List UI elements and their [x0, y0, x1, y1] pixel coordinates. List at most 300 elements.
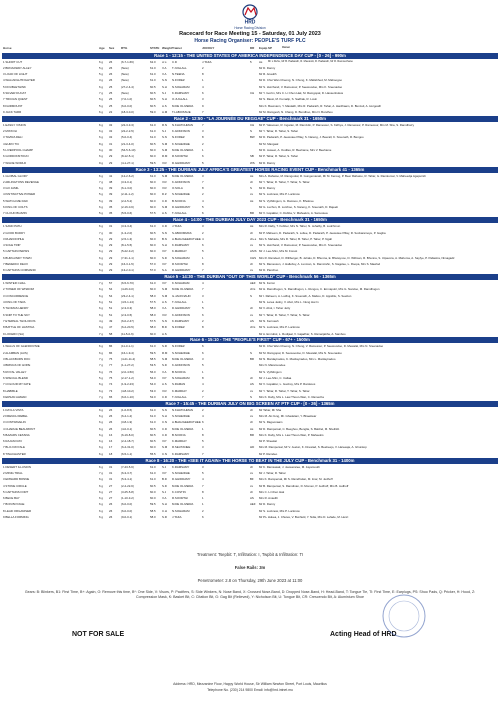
column-header: Trainer — [172, 45, 183, 50]
runner-cell: 26 — [109, 72, 113, 77]
runner-cell: N.SOHARAM — [172, 255, 190, 260]
runner-cell: Mrs R. Anaulth — [259, 496, 278, 501]
runner-cell: S.H — [162, 502, 167, 507]
runner-cell: 5 g — [99, 103, 104, 108]
runner-cell: (3-8-1-9) — [121, 420, 133, 425]
runner-cell: ch/s — [250, 287, 256, 292]
runner-cell: 5 CAPTAINS FORT — [3, 489, 29, 494]
runner-cell: (1-3-2-0) — [121, 230, 133, 235]
runner-cell: 6 g — [99, 445, 104, 450]
runner-cell: 59.0 — [150, 109, 156, 114]
runner-cell: 9 ERSAN AHMAD — [3, 394, 27, 399]
address: Address: HRD, Mezzanine Floor, Happy World House, Sir William Newton Street, Port Louis, Mauritius — [173, 682, 327, 686]
runner-cell: R.SEUTANEE — [172, 445, 191, 450]
runner-cell: S — [250, 350, 252, 355]
runner-cell: (54-5-6-10) — [121, 148, 136, 153]
runner-cell: 3 — [202, 224, 204, 229]
runner-cell: 4 — [202, 477, 204, 482]
runner-cell — [172, 331, 202, 337]
runner-cell: Mr S. Hurchand, V. Ramessur, P. Seewoodoo, Mrs K. Sreenadoo — [259, 84, 343, 89]
runner-cell: 3 GO JAMIL — [3, 186, 19, 191]
runner-cell: V.P — [162, 470, 167, 475]
runner-cell: Mr N. Mardaynadoo, K. Mardaynadoo, Mrs L. Mardaynadoo — [259, 357, 336, 362]
runner-cell: 8 — [202, 325, 204, 330]
runner-cell: R.SOORTHI — [172, 154, 189, 159]
runner-cell: N.KHATCHMAN — [172, 407, 193, 412]
runner-cell: 30 — [109, 148, 113, 153]
runner-cell: V.P — [162, 281, 167, 286]
runner-cell: ch — [250, 489, 254, 494]
runner-cell: (4-1-27-1) — [121, 160, 134, 165]
runner-cell: 25 — [109, 97, 113, 102]
runner-cell: S.SOHEIDHE — [172, 350, 190, 355]
runner-cell: BR — [250, 432, 255, 437]
runner-cell: (4-21-11-2) — [121, 357, 136, 362]
runner-cell: Mr J. Lee-Shin, C. Callaa — [259, 375, 292, 380]
runner-cell — [250, 109, 259, 115]
runner-cell: 6 g — [99, 477, 104, 482]
runner-cell: 58.0 — [150, 312, 156, 317]
runner-cell: (1-9-2-23) — [121, 382, 134, 387]
runner-cell: Mr D. Jeweet, A. Oodiles, R. Beehame, Mrs V. Beehame — [259, 148, 332, 153]
runner-cell: 31 — [109, 224, 113, 229]
runner-cell: (6-3-3-7) — [121, 470, 133, 475]
runner-cell: 8 — [202, 432, 204, 437]
runner-cell: Mr S. Ragoonaam — [259, 420, 283, 425]
runner-cell: Mr S. Hurchand, V. Ramessur, P. Seewoodoo, Mrs K. Sreenadoo — [259, 243, 343, 248]
runner-cell: 75 — [109, 375, 113, 380]
runner-cell: 1 WALLS OF GLENDOVNIE — [3, 344, 40, 349]
runner-cell: cs — [250, 268, 253, 273]
runner-cell: J.TAKA — [202, 59, 212, 64]
runner-cell: A.S — [162, 331, 167, 336]
runner-cell: S.N — [162, 78, 167, 83]
runner-cell: Mr K. Ramsasak, J. Jeeweraree, M. Jayamouth — [259, 464, 320, 469]
runner-cell: A.BHAUGEERUTHEE — [172, 420, 201, 425]
runner-cell: 6 g — [99, 439, 104, 444]
runner-cell: 6 g — [99, 502, 104, 507]
runner-cell: (2-3-0-3) — [121, 306, 133, 311]
runner-cell: C.N — [162, 420, 167, 425]
runner-cell: A.BHAUGEERUTHEE — [172, 236, 201, 241]
race-header: Race 8 - 16:20 - THE «SEE IT AGAIN» THE HORSE TO BEAT IN THE JULY CUP - Benchmark 31 - 1400m — [2, 458, 498, 464]
runner-cell: 60.0 — [150, 154, 156, 159]
runner-cell: Mr S. Ramessun, J. Hallebsy, A. Luxman, G. Ramcrahn, S. Nagolee, L. Roopa, Mrs S. Mawlod — [259, 261, 381, 266]
runner-cell: Mr S. Vythilingum, G. Ramsoo, K. Bhokree — [259, 198, 314, 203]
runner-cell: (2-2-5-2) — [121, 198, 133, 203]
runner-cell: 5 g — [99, 192, 104, 197]
runner-cell: 5 g — [99, 198, 104, 203]
runner-cell: D.GHIDDAMY — [172, 306, 191, 311]
runner-cell: 5 — [202, 363, 204, 368]
runner-cell: 60.5 — [150, 426, 156, 431]
runner-cell: 6 g — [99, 414, 104, 418]
runner-cell: 6 g — [99, 420, 104, 425]
runner-cell: 61.0 — [150, 464, 156, 469]
runner-cell: 6 g — [99, 224, 104, 229]
runner-cell: 2 ALAMBAN (AUS) — [3, 350, 28, 355]
runner-cell: 6 SILVER DUCAT — [3, 91, 27, 96]
runner-cell: 60.0 — [150, 179, 156, 184]
runner-cell: (8-1-5-5) — [121, 243, 133, 248]
runner-cell: Mrs K. Daby, Mrs L. Law Thoon-Wan, C. Ramecha — [259, 394, 324, 399]
runner-cell: 6 — [202, 515, 204, 520]
runner-cell: (6-0-0-0) — [121, 508, 133, 513]
runner-cell: S.M — [162, 445, 168, 450]
runner-cell: V.A — [162, 65, 167, 70]
page-title: Racecard for Race Meeting 15 - Saturday, 01 July 2023 — [179, 31, 321, 37]
runner-cell: 3 — [202, 445, 204, 450]
runner-cell: T.JUGLALL — [172, 394, 187, 399]
runner-cell: AS/S — [250, 249, 257, 254]
runner-cell: 54 — [109, 293, 113, 298]
runner-cell: 5 g — [99, 65, 104, 70]
runner-cell: (New) — [121, 72, 129, 77]
runner-cell: S.RAMAN — [172, 382, 186, 387]
runner-cell: (4-5-1-14) — [121, 300, 134, 305]
runner-cell: S.H — [162, 97, 167, 102]
runner-cell: ch — [250, 261, 254, 266]
runner-cell: cs — [250, 483, 253, 488]
runner-cell: (1-6-8-5) — [121, 407, 133, 412]
runner-cell: BW — [250, 135, 255, 140]
runner-cell: 4 SOLE TRIP — [3, 243, 21, 248]
runner-cell: 54.0 — [150, 382, 156, 387]
runner-cell: 1 — [202, 502, 204, 507]
runner-cell: 6 g — [99, 496, 104, 501]
runner-cell: 32 — [109, 135, 113, 140]
runner-cell: 57.0 — [150, 268, 156, 273]
runner-cell: S — [250, 293, 252, 298]
runner-cell: 1 SHORT CUT — [3, 59, 23, 64]
runner-cell: 8 — [202, 375, 204, 380]
runner-cell: Mr P.L Hukea, J. Chutes, V. Bunfield, Y. Ndia, Mrs D. Lefade, M. Henri — [259, 515, 349, 520]
runner-cell: 4 WALLNIGHTFIGHTER — [3, 78, 35, 83]
runner-cell: Mr D. Danny — [259, 160, 276, 165]
runner-cell: 25 — [109, 84, 113, 89]
runner-cell: 5 — [202, 160, 204, 165]
runner-cell: 2 TOWER OF WISDOM — [3, 287, 34, 292]
column-header: Owner — [282, 45, 291, 49]
runner-cell: 4 KING OF TARA — [3, 300, 26, 305]
runner-cell: 60.0 — [150, 496, 156, 501]
runner-row — [2, 267, 498, 273]
runner-cell: M.DE OLIVEIRA — [172, 357, 194, 362]
runner-cell: B.D — [162, 477, 167, 482]
runner-cell: 60.5 — [150, 103, 156, 108]
runner-cell: Mrs M. Ali-Yeng, Mr. Ghadelani, Y. Bhaekwar — [259, 414, 317, 418]
runner-cell: 6 SNIP TO THE SKY — [3, 312, 30, 317]
runner-cell: (4-26-0-0) — [121, 287, 134, 292]
runner-cell: N.FOREZ — [172, 344, 185, 349]
runner-cell: 2 — [202, 192, 204, 197]
contact: Telephone No. (230) 214 9800 Email: info@hrd.intnet.mu — [207, 688, 293, 692]
runner-cell: As — [250, 173, 254, 178]
runner-cell: 61.0 — [150, 65, 156, 70]
runner-cell: 1 SAND PATH — [3, 224, 22, 229]
runner-cell: 7 BENEDICI DEUX — [3, 261, 28, 266]
runner-cell: 51 — [109, 300, 113, 305]
runner-cell: 31 — [109, 477, 113, 482]
runner-cell: M.DE OLIVEIRA — [172, 103, 194, 108]
runner-cell: 3 — [202, 173, 204, 178]
runner-cell: (New) — [121, 65, 129, 70]
runner-cell: 57.5 — [150, 318, 156, 323]
runner-cell: 31 — [109, 470, 113, 475]
runner-cell: R.N — [162, 122, 167, 127]
runner-cell: (6-4-1-2) — [121, 414, 133, 418]
runner-cell: S.SOHEIDHE — [172, 470, 190, 475]
runner-cell: 58.0 — [150, 325, 156, 330]
runner-cell: K.ADKINSON — [172, 179, 190, 184]
runner-cell: 5 — [250, 59, 252, 64]
runner-cell: As — [259, 59, 263, 64]
runner-cell: 4 BRINGS OF HOPE — [3, 363, 31, 368]
runner-cell: Mr Y. Gozim, Mrs C. Li Chen Hak, M. Ramgopal, D. Hassenbukus — [259, 91, 344, 96]
runner-cell: 29 — [109, 249, 113, 254]
runner-cell: 6 g — [99, 369, 104, 374]
runner-cell: 29 — [109, 154, 113, 159]
runner-cell: (3-25-5-8) — [121, 489, 134, 494]
runner-cell: 26 — [109, 420, 113, 425]
runner-cell: B.SOOFIA — [172, 369, 186, 374]
runner-cell: N.FOREZ — [172, 78, 185, 83]
runner-cell: B.SOOFIA — [172, 432, 186, 437]
runner-cell: ch+s — [250, 236, 257, 241]
runner-cell: Mrs C. Li Chen Hak — [259, 489, 285, 494]
runner-cell: Mr P. Yakoosen, R. Ingaran, M. Ramzdin, P. Ramessur, S. Kidhya, J. Ramessur, P. Ramessur, Mrs M. Sha, S. Ramdharry — [259, 122, 415, 127]
runner-cell: Mrs N. Maramoodee — [259, 363, 286, 368]
runner-cell: A.S — [162, 103, 167, 108]
runner-cell: N.KHATCHMAN — [172, 122, 193, 127]
runner-cell: 58 — [109, 331, 113, 336]
runner-cell: 7 g — [99, 331, 104, 336]
runner-row — [2, 160, 498, 166]
race-header: Race 6 - 15:10 - THE "PEOPLE'S FIRST" CUP - 67+ - 1500m — [2, 337, 498, 343]
runner-cell: Mrs K. Baumann, Y. Maslakh, Mrs R. Padarath, R. Tahar, A. Hardhaam, D. Bunzeli, A. Hurgoalll — [259, 103, 381, 108]
runner-cell: 6 g — [99, 508, 104, 513]
runner-cell: 56.0 — [150, 369, 156, 374]
runner-cell: 3 TAVIRA DELI — [3, 135, 23, 140]
runner-cell: 1 — [202, 78, 204, 83]
runner-cell: 8 — [202, 72, 204, 77]
runner-cell: 22 — [109, 109, 113, 114]
runner-cell: AEF — [250, 281, 256, 286]
runner-cell: (7-31-1-1) — [121, 255, 134, 260]
runner-cell: K.MARDAY — [172, 249, 187, 254]
runner-cell: B.N — [162, 236, 167, 241]
runner-cell: M.DE OLIVEIRA — [172, 173, 194, 178]
runner-cell: 6 g — [99, 84, 104, 89]
column-header: SP — [268, 45, 273, 50]
runner-cell: 7 — [202, 287, 204, 292]
column-header: DR — [250, 45, 255, 50]
runner-cell: Mr D. Panchoo — [259, 268, 279, 273]
runner-cell: 26 — [109, 502, 113, 507]
runner-cell: (6-4-31-0) — [121, 445, 134, 450]
runner-cell: 2 FRENCH REBEL — [3, 414, 28, 418]
runner-row — [2, 514, 498, 520]
runner-cell: ch/s — [250, 325, 256, 330]
runner-cell: 6 BURGUNDY TOWN — [3, 255, 32, 260]
runner-cell: 60.0 — [150, 331, 156, 336]
runner-cell: (22-3-3-3) — [121, 122, 134, 127]
runner-cell: (4-8-10-2) — [121, 388, 134, 393]
runner-cell — [250, 331, 259, 337]
runner-cell: CH — [250, 122, 255, 127]
runner-cell: (18-3-0-0) — [121, 109, 134, 114]
runner-cell: (2-11-1-2) — [121, 192, 134, 197]
runner-cell: Mr S. Vythilingum — [259, 369, 282, 374]
runner-cell: S.R — [162, 515, 167, 520]
runner-cell: 57.5 — [150, 211, 156, 216]
runner-cell: 1 — [202, 369, 204, 374]
runner-cell: Mr D. Danny — [259, 186, 276, 191]
runner-cell: 53.5 — [150, 363, 156, 368]
runner-cell: (2-16-0-6) — [121, 205, 134, 210]
runner-cell: 7 — [202, 268, 204, 273]
runner-cell: D.GHIDDAMY — [172, 205, 191, 210]
runner-cell: 60.5 — [150, 230, 156, 235]
runner-cell: 41 — [109, 173, 113, 178]
runner-cell: 4 — [202, 84, 204, 89]
runner-cell: 27 — [109, 489, 113, 494]
runner-cell: K.ADKINSON — [172, 129, 190, 134]
runner-cell: 3 LOAD OF LIGHT — [3, 72, 28, 77]
runner-cell: S.M — [162, 148, 168, 153]
runner-cell: 4 — [202, 198, 204, 203]
runner-cell: 7 — [202, 122, 204, 127]
runner-cell: (2-17-1-2) — [121, 375, 134, 380]
runner-cell: 60.0 — [150, 489, 156, 494]
runner-cell: cs — [250, 243, 253, 248]
runner-cell: (6-0-0-0) — [121, 502, 133, 507]
runner-cell: K.COSTIN — [172, 489, 186, 494]
runner-cell: 27 — [109, 496, 113, 501]
runner-cell: V.A — [162, 496, 167, 501]
runner-cell: N.FOREZ — [172, 325, 185, 330]
runner-cell: Mr D. Rampersal, C. Beeghoo, Benglia, S. Baldrel, M. Sheihkb — [259, 426, 340, 431]
runner-cell: C.D — [162, 198, 167, 203]
runner-cell: V.R — [162, 179, 167, 184]
runner-cell: K.RAMSAMY — [172, 318, 190, 323]
runner-cell: 8 CAPTAINS COMMAND — [3, 268, 36, 273]
runner-cell: 6 g — [99, 464, 104, 469]
runner-cell: 1 — [202, 426, 204, 431]
runner-cell: cr.s — [162, 59, 167, 64]
runner-cell: 2 MINIG TRIAL — [3, 470, 23, 475]
runner-cell: WS — [250, 160, 255, 165]
runner-cell: 8 BATTLE OF HASTINA — [3, 325, 35, 330]
runner-cell: Mr A. Emrubol, L. Rodijaal, V. Gajadhar, S. Ramarjakha, A. Samboo — [259, 331, 346, 336]
runner-cell: A.M — [162, 109, 168, 114]
runner-cell: 57 — [109, 281, 113, 286]
runner-cell: C.N — [162, 451, 167, 456]
runner-cell: 6 — [202, 91, 204, 96]
runner-cell: 1 DAYLA VISTA — [3, 407, 24, 412]
runner-cell: 7 — [202, 483, 204, 488]
runner-cell: C.H — [162, 508, 167, 513]
runner-cell: 8 — [202, 489, 204, 494]
runner-cell: 6 g — [99, 135, 104, 140]
runner-cell: 73 — [109, 388, 113, 393]
runner-cell: G.JACKNAUD — [172, 293, 191, 298]
runner-cell: 5 THOMAS HENRY — [3, 306, 29, 311]
runner-cell: K.SOHARAM — [172, 281, 190, 286]
runner-cell: 6 g — [99, 173, 104, 178]
runner-cell: 7 g — [99, 281, 104, 286]
runner-cell: 6 — [202, 312, 204, 317]
runner-cell: Mr Y. Tahar, R. Tahar, T. Tahar, S. Tahar — [259, 179, 310, 184]
runner-cell — [202, 331, 250, 337]
runner-cell: 39 — [109, 198, 113, 203]
runner-cell: N.SOHARAM — [172, 508, 190, 513]
runner-cell: 52.0 — [150, 394, 156, 399]
runner-cell: Mr D. Padarath, P. Jeewutee Pillay, S. Nareng, J. Beerall, K. Sreenath, R. Bengoo — [259, 135, 364, 140]
runner-cell: As — [250, 224, 254, 229]
acting-head-label: Acting Head of HRD — [330, 631, 397, 638]
runner-cell: Mr Tahar, Mr Sha — [259, 407, 282, 412]
runner-cell: 6 — [202, 243, 204, 248]
runner-cell: S.H — [162, 414, 167, 418]
runner-cell: D.GHIDDAMY — [172, 268, 191, 273]
runner-cell: C.D — [162, 394, 167, 399]
runner-cell: (1-1-27-2) — [121, 363, 134, 368]
runner-cell: R.SOORTHI — [172, 261, 189, 266]
runner-cell: (16-1-9-4) — [121, 350, 134, 355]
runner-cell: 6 g — [99, 382, 104, 387]
runner-cell: 39 — [109, 192, 113, 197]
runner-cell: Mr J. Lee-Shin, Mrs M. Forest — [259, 249, 298, 254]
runner-cell: K.ADKINSON — [172, 363, 190, 368]
runner-cell: (23-2-4-1) — [121, 293, 134, 298]
brand-name: Horse Racing Division — [234, 26, 266, 30]
runner-cell: (13-2-0-1) — [121, 268, 134, 273]
runner-cell: As — [250, 426, 254, 431]
runner-cell: C.D — [172, 59, 177, 64]
runner-cell: Mr V. Abol, I. Taher Jetty — [259, 306, 291, 311]
runner-cell: 29 — [109, 268, 113, 273]
runner-cell: 51 — [109, 312, 113, 317]
runner-cell: (3-3-0-1) — [121, 179, 133, 184]
runner-cell: (5-0-0-4) — [121, 135, 133, 140]
runner-cell: K.ADKINSON — [172, 312, 190, 317]
runner-cell: 30 — [109, 230, 113, 235]
race-header: Race 7 - 15:45 - THE DURBAN JULY ON BIG SCREEN AT PTF CUP - [0 - 26] - 1365m — [2, 401, 498, 407]
runner-cell: Mr I. Raheem, A. Ludhuj, K. Sreenath, A. Maltoo, D. Appiditu, S. Seebun — [259, 293, 352, 298]
runner-cell: ch — [250, 407, 254, 412]
runner-cell: 6 — [202, 211, 204, 216]
runner-cell: 58.0 — [150, 515, 156, 520]
runner-cell: 60.0 — [150, 243, 156, 248]
runner-cell: 6 g — [99, 350, 104, 355]
runner-cell: 8 — [202, 135, 204, 140]
runner-cell: (6-5-6-70) — [121, 281, 134, 286]
runner-cell: 60.0 — [150, 249, 156, 254]
runner-cell: 1 — [202, 148, 204, 153]
runner-cell: 86 — [109, 350, 113, 355]
runner-cell: 35 — [109, 211, 113, 216]
runner-cell: 2 — [202, 230, 204, 235]
runner-cell: O.JUGLALL — [172, 97, 188, 102]
runner-cell: 57.0 — [150, 261, 156, 266]
runner-cell: S.R — [162, 344, 167, 349]
runner-cell: Mr G. Luchun, R. Lutchoo, S. Nareng, K. Sreenath, D. Rajeeb — [259, 205, 339, 210]
runner-cell: (6-1-3-0) — [121, 186, 133, 191]
runner-cell: 6 g — [99, 129, 104, 134]
runner-cell: 61.0 — [150, 173, 156, 178]
runner-cell: As — [250, 198, 254, 203]
